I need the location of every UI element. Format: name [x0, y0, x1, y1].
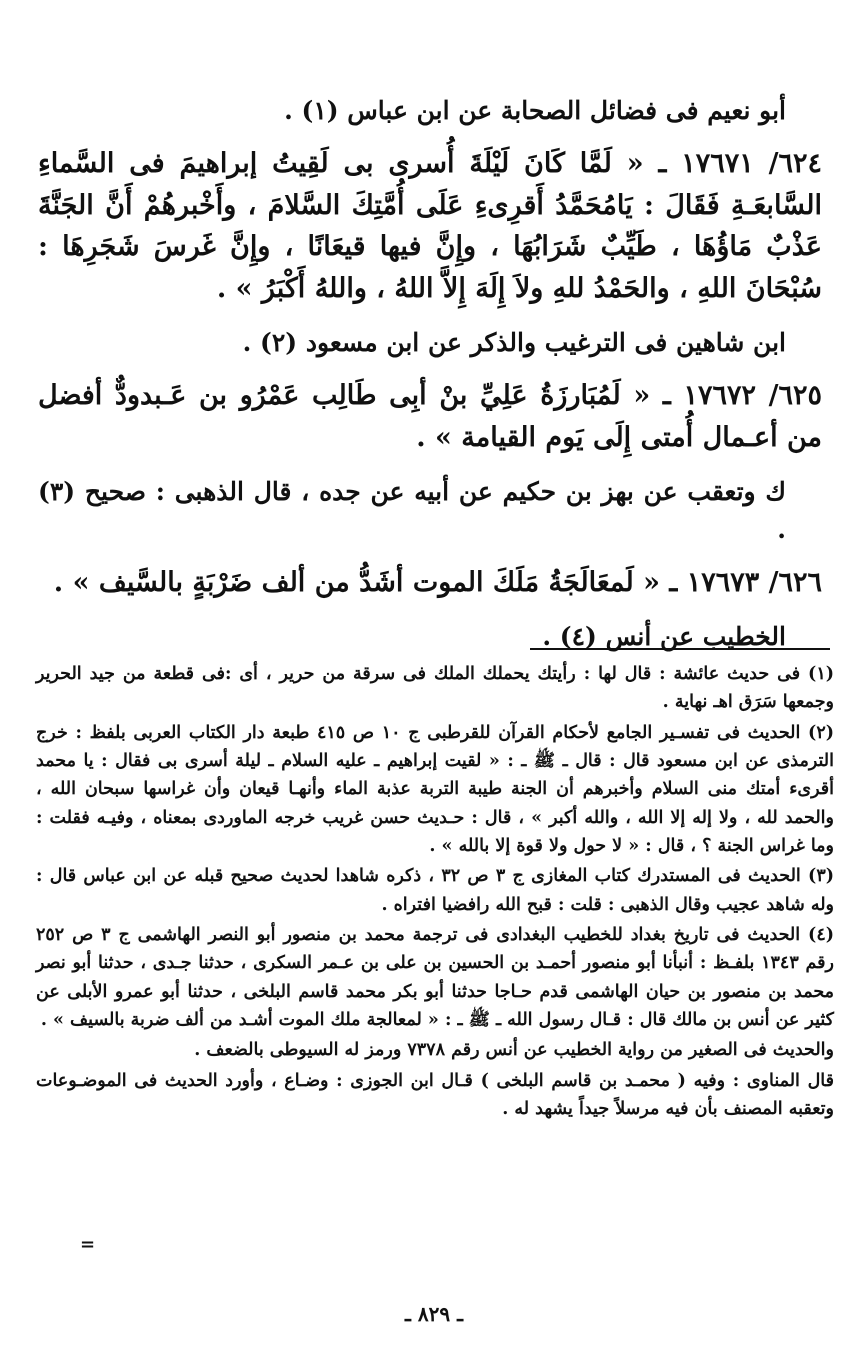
footnote-4-continued-2: قال المناوى : وفيه ( محمـد بن قاسم البلخى ) قـال ابن الجوزى : وضـاع ، وأورد الحديث فى الموضـوعات وتعقبه المصنف بأن فيه مرسلاً جيداً يشهد له . — [36, 1070, 834, 1120]
source-line-1: أبو نعيم فى فضائل الصحابة عن ابن عباس (١) . — [284, 96, 786, 125]
footnote-3: (٣) الحديث فى المستدرك كتاب المغازى ج ٣ ص ٣٢ ، ذكره شاهدا لحديث صحيح قبله عن ابن عباس قال : وله شاهد عجيب وقال الذهبى : قلت : قبح الله رافضيا افتراه . — [36, 866, 835, 915]
source-line-2: ابن شاهين فى الترغيب والذكر عن ابن مسعود (٢) . — [242, 328, 786, 358]
main-text — [38, 92, 822, 669]
continuation-mark: = — [80, 1234, 96, 1255]
footnote-2: (٢) الحديث فى تفسـير الجامع لأحكام القرآن للقرطبى ج ١٠ ص ٤١٥ طبعة دار الكتاب العربى بلفظ : خرج الترمذى عن ابن مسعود قال : قال ـ ﷺ ـ : « لقيت إبراهيم ـ عليه السلام ـ ليلة أسرى بى فقال : يا محمد أقرىء أمتك منى السلام وأخبرهم أن الجنة طيبة التربة عذبة الماء وأنهـا قيعان وأن غراسها سبحان الله ، والحمد لله ، ولا إله إلا الله ، والله أكبر » ، قال : حـديث حسن غريب خرجه الماوردى بمعناه ، وفيـه فقلت : وما غراس الجنة ؟ ، قال : « لا حول ولا قوة إلا بالله » . — [36, 722, 835, 857]
hadith-625: ٦٢٥/ ١٧٦٧٢ ـ « لَمُبَارزَةُ عَلِيِّ بنْ أبِى طَالِب عَمْرُو بن عَـبدودٌّ أفضل من أعـمال أُمتى إِلَى يَوم القيامة » . — [38, 379, 823, 453]
footnote-4-continued-1: والحديث فى الصغير من رواية الخطيب عن أنس رقم ٧٣٧٨ ورمز له السيوطى بالضعف . — [194, 1040, 834, 1061]
footnote-4: (٤) الحديث فى تاريخ بغداد للخطيب البغدادى فى ترجمة محمد بن منصور أبو النصر الهاشمى ج ٣ ص ٢٥٢ رقم ١٣٤٣ بلفـظ : أنبأنا أبو منصور أحمـد بن الحسين بن على بن عـمر السكرى ، حدثنا جـدى ، حدثنا أبو نصر محمد بن منصور بن حيان الهاشمى قدم حـاجا حدثنا أبو بكر محمد قاسم البلخى ، حدثنا أبو عمرو الأبلى عن كثير عن أنس بن مالك قال : قـال رسول الله ـ ﷺ ـ : « لمعالجة ملك الموت أشـد من ألف ضربة بالسيف » . — [36, 925, 834, 1031]
footnotes — [36, 660, 834, 1126]
hadith-626: ٦٢٦/ ١٧٦٧٣ ـ « لَمعَالَجَةُ مَلَكَ الموت أشَدُّ من ألف ضَرْبَةٍ بالسَّيف » . — [53, 567, 822, 599]
source-line-4: الخطيب عن أنس (٤) . — [542, 621, 786, 651]
hadith-624: ٦٢٤/ ١٧٦٧١ ـ « لَمَّا كَانَ لَيْلَةَ أُسرى بى لَقِيتُ إبراهيمَ فى السَّماءِ السَّابعَـةِ فَقَالَ : يَامُحَمَّدُ أَقرِىءِ عَلَى أُمَّتِكَ السَّلامَ ، وأَخْبرهُمْ أَنَّ الجَنَّةَ عَذْبٌ مَاؤُهَا ، طَيِّبٌ شَرَابُهَا ، وإِنَّ فيها قيعَانًا ، وإِنَّ غَرسَ شَجَرِهَا : سُبْحَانَ اللهِ ، والحَمْدُ للهِ ولاَ إِلَهَ إِلاَّ اللهُ ، واللهُ أَكْبَرُ » . — [38, 147, 822, 305]
page-number: ـ ٨٢٩ ـ — [405, 1302, 463, 1326]
footnote-separator — [530, 648, 830, 650]
footnote-1: (١) فى حديث عائشة : قال لها : رأيتك يحملك الملك فى سرقة من حرير ، أى :فى قطعة من جيد الحرير وجمعها سَرَق اهـ نهاية . — [36, 664, 834, 713]
source-line-3: ك وتعقب عن بهز بن حكيم عن أبيه عن جده ، قال الذهبى : صحيح (٣) . — [38, 476, 786, 545]
